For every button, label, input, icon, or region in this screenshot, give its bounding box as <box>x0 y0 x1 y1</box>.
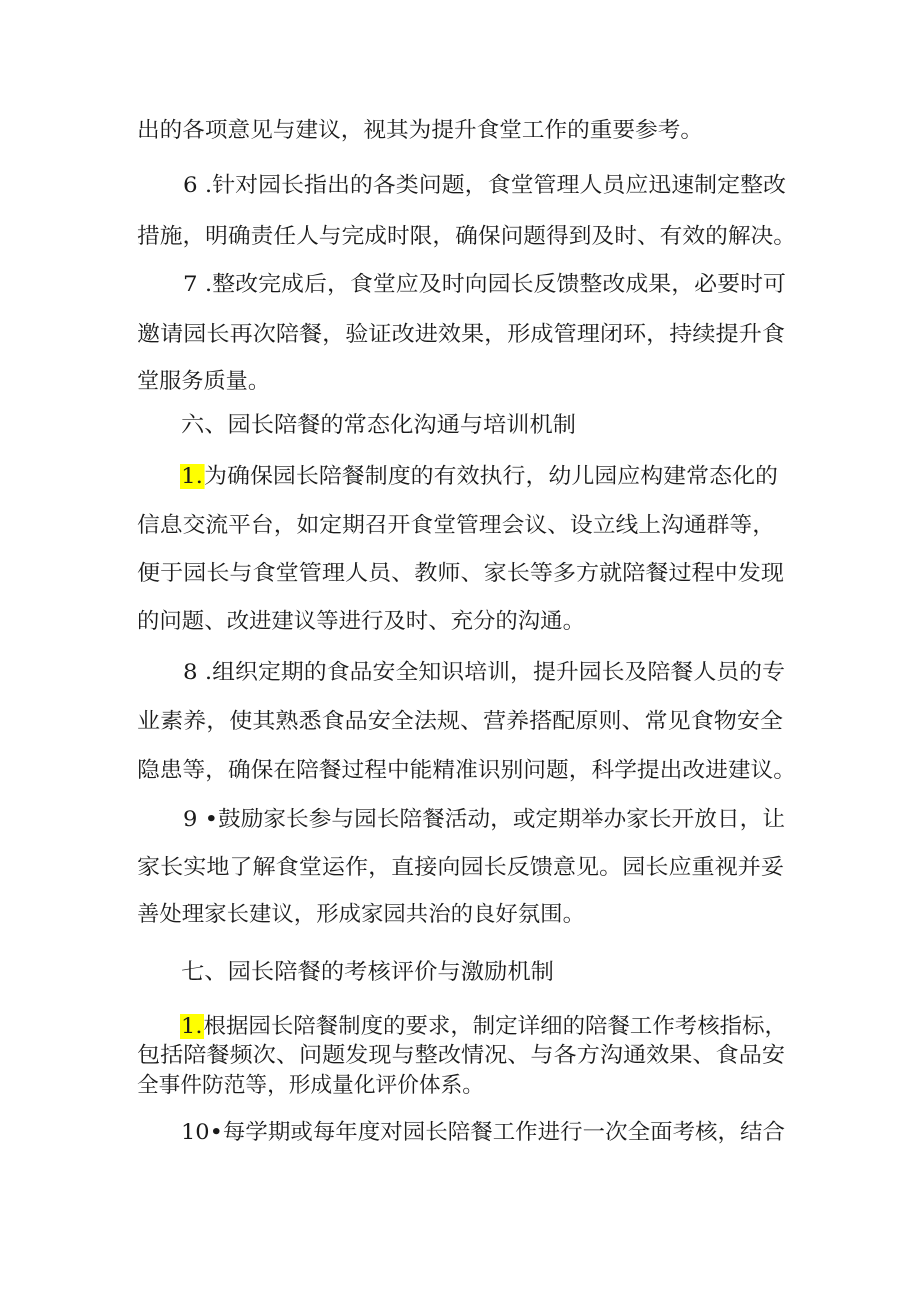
line-text: 根据园长陪餐制度的要求，制定详细的陪餐工作考核指标， <box>203 1014 788 1039</box>
text-line <box>137 222 920 252</box>
list-item-9 <box>183 805 920 835</box>
highlight-marker: 1. <box>181 464 203 489</box>
line-text: 家长实地了解食堂运作，直接向园长反馈意见。园长应重视并妥 <box>137 855 784 880</box>
line-text: 措施，明确责任人与完成时限，确保问题得到及时、有效的解决。 <box>137 224 796 249</box>
text-line <box>137 1071 920 1101</box>
section-heading-6 <box>181 411 920 441</box>
text-line <box>137 607 920 637</box>
text-line <box>137 559 920 589</box>
list-item-10 <box>181 1118 920 1148</box>
highlight-marker: 1. <box>181 1014 203 1039</box>
text-line <box>137 116 920 146</box>
text-line <box>137 707 920 737</box>
line-text: 6 .针对园长指出的各类问题，食堂管理人员应迅速制定整改 <box>183 173 786 198</box>
text-line <box>137 756 920 786</box>
list-item-1 <box>180 462 920 492</box>
line-text: 全事件防范等，形成量化评价体系。 <box>137 1073 484 1098</box>
line-text: 为确保园长陪餐制度的有效执行，幼儿园应构建常态化的 <box>204 464 779 489</box>
line-text: 8 .组织定期的食品安全知识培训，提升园长及陪餐人员的专 <box>183 660 785 685</box>
line-text: 业素养，使其熟悉食品安全法规、营养搭配原则、常见食物安全 <box>137 709 783 734</box>
text-line <box>137 900 920 930</box>
list-item-6 <box>183 171 920 201</box>
heading-text: 七、园长陪餐的考核评价与激励机制 <box>181 960 554 985</box>
text-line <box>137 320 920 350</box>
line-text: 隐患等，确保在陪餐过程中能精准识别问题，科学提出改进建议。 <box>137 758 796 783</box>
section-heading-7 <box>181 958 920 988</box>
text-line <box>137 367 920 397</box>
text-line <box>137 1041 920 1071</box>
line-text: 7 .整改完成后，食堂应及时向园长反馈整改成果，必要时可 <box>183 272 786 297</box>
line-text: 善处理家长建议，形成家园共治的良好氛围。 <box>137 902 585 927</box>
line-text: 信息交流平台，如定期召开食堂管理会议、设立线上沟通群等， <box>137 513 775 538</box>
text-line <box>137 853 920 883</box>
line-text: 邀请园长再次陪餐，验证改进效果，形成管理闭环，持续提升食 <box>137 322 785 347</box>
line-text: 包括陪餐频次、问题发现与整改情况、与各方沟通效果、食品安 <box>137 1043 785 1068</box>
line-text: 9 •鼓励家长参与园长陪餐活动，或定期举办家长开放日，让 <box>183 807 785 832</box>
text-line <box>137 511 920 541</box>
line-text: 堂服务质量。 <box>137 369 270 394</box>
heading-text: 六、园长陪餐的常态化沟通与培训机制 <box>181 413 576 438</box>
list-item-7 <box>183 270 920 300</box>
list-item-8 <box>183 658 920 688</box>
list-item-1b <box>180 1012 920 1042</box>
line-text: 10•每学期或每年度对园长陪餐工作进行一次全面考核，结合 <box>181 1120 785 1145</box>
line-text: 出的各项意见与建议，视其为提升食堂工作的重要参考。 <box>137 118 703 143</box>
line-text: 便于园长与食堂管理人员、教师、家长等多方就陪餐过程中发现 <box>137 561 784 586</box>
line-text: 的问题、改进建议等进行及时、充分的沟通。 <box>137 609 585 634</box>
